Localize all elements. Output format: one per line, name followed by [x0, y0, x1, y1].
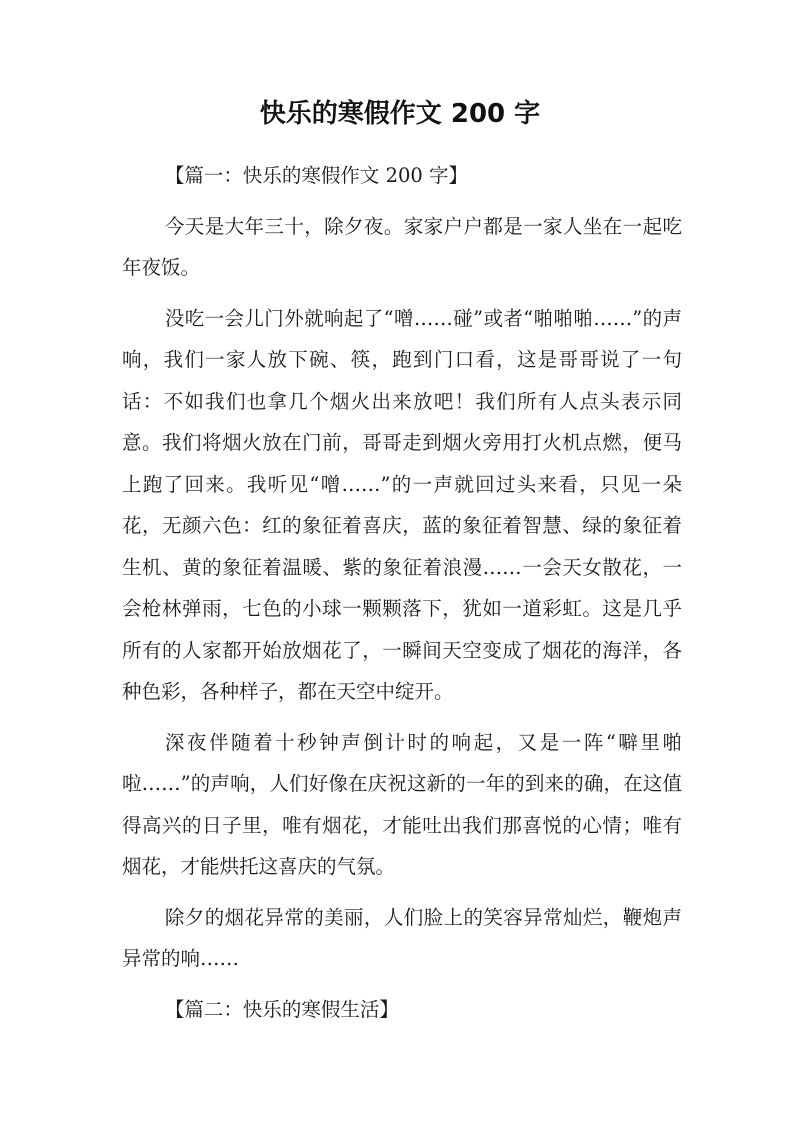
- paragraph-4: 除夕的烟花异常的美丽，人们脸上的笑容异常灿烂，鞭炮声异常的响……: [122, 905, 682, 970]
- paragraph-3: 深夜伴随着十秒钟声倒计时的响起，又是一阵“噼里啪啦……”的声响，人们好像在庆祝这新的一年的到来的确，在这值得高兴的日子里，唯有烟花，才能吐出我们那喜悦的心情；唯有烟花，才能烘托这喜庆的气氛。: [122, 730, 682, 878]
- section-heading-2: 【篇二：快乐的寒假生活】: [164, 997, 399, 1021]
- document-body: [122, 155, 682, 1039]
- paragraph-2: 没吃一会儿门外就响起了“噌……碰”或者“啪啪啪……”的声响，我们一家人放下碗、筷，跑到门口看，这是哥哥说了一句话：不如我们也拿几个烟火出来放吧！我们所有人点头表示同意。我们将烟火放在门前，哥哥走到烟火旁用打火机点燃，便马上跑了回来。我听见“噌……”的一声就回过头来看，只见一朵花，无颜六色：红的象征着喜庆，蓝的象征着智慧、绿的象征着生机、黄的象征着温暖、紫的象征着浪漫……一会天女散花，一会枪林弹雨，七色的小球一颗颗落下，犹如一道彩虹。这是几乎所有的人家都开始放烟花了，一瞬间天空变成了烟花的海洋，各种色彩，各种样子，都在天空中绽开。: [122, 306, 682, 703]
- document-title: 快乐的寒假作文 200 字: [259, 99, 541, 129]
- paragraph-1: 今天是大年三十，除夕夜。家家户户都是一家人坐在一起吃年夜饭。: [122, 214, 682, 279]
- section-heading-1: 【篇一：快乐的寒假作文 200 字】: [164, 164, 469, 187]
